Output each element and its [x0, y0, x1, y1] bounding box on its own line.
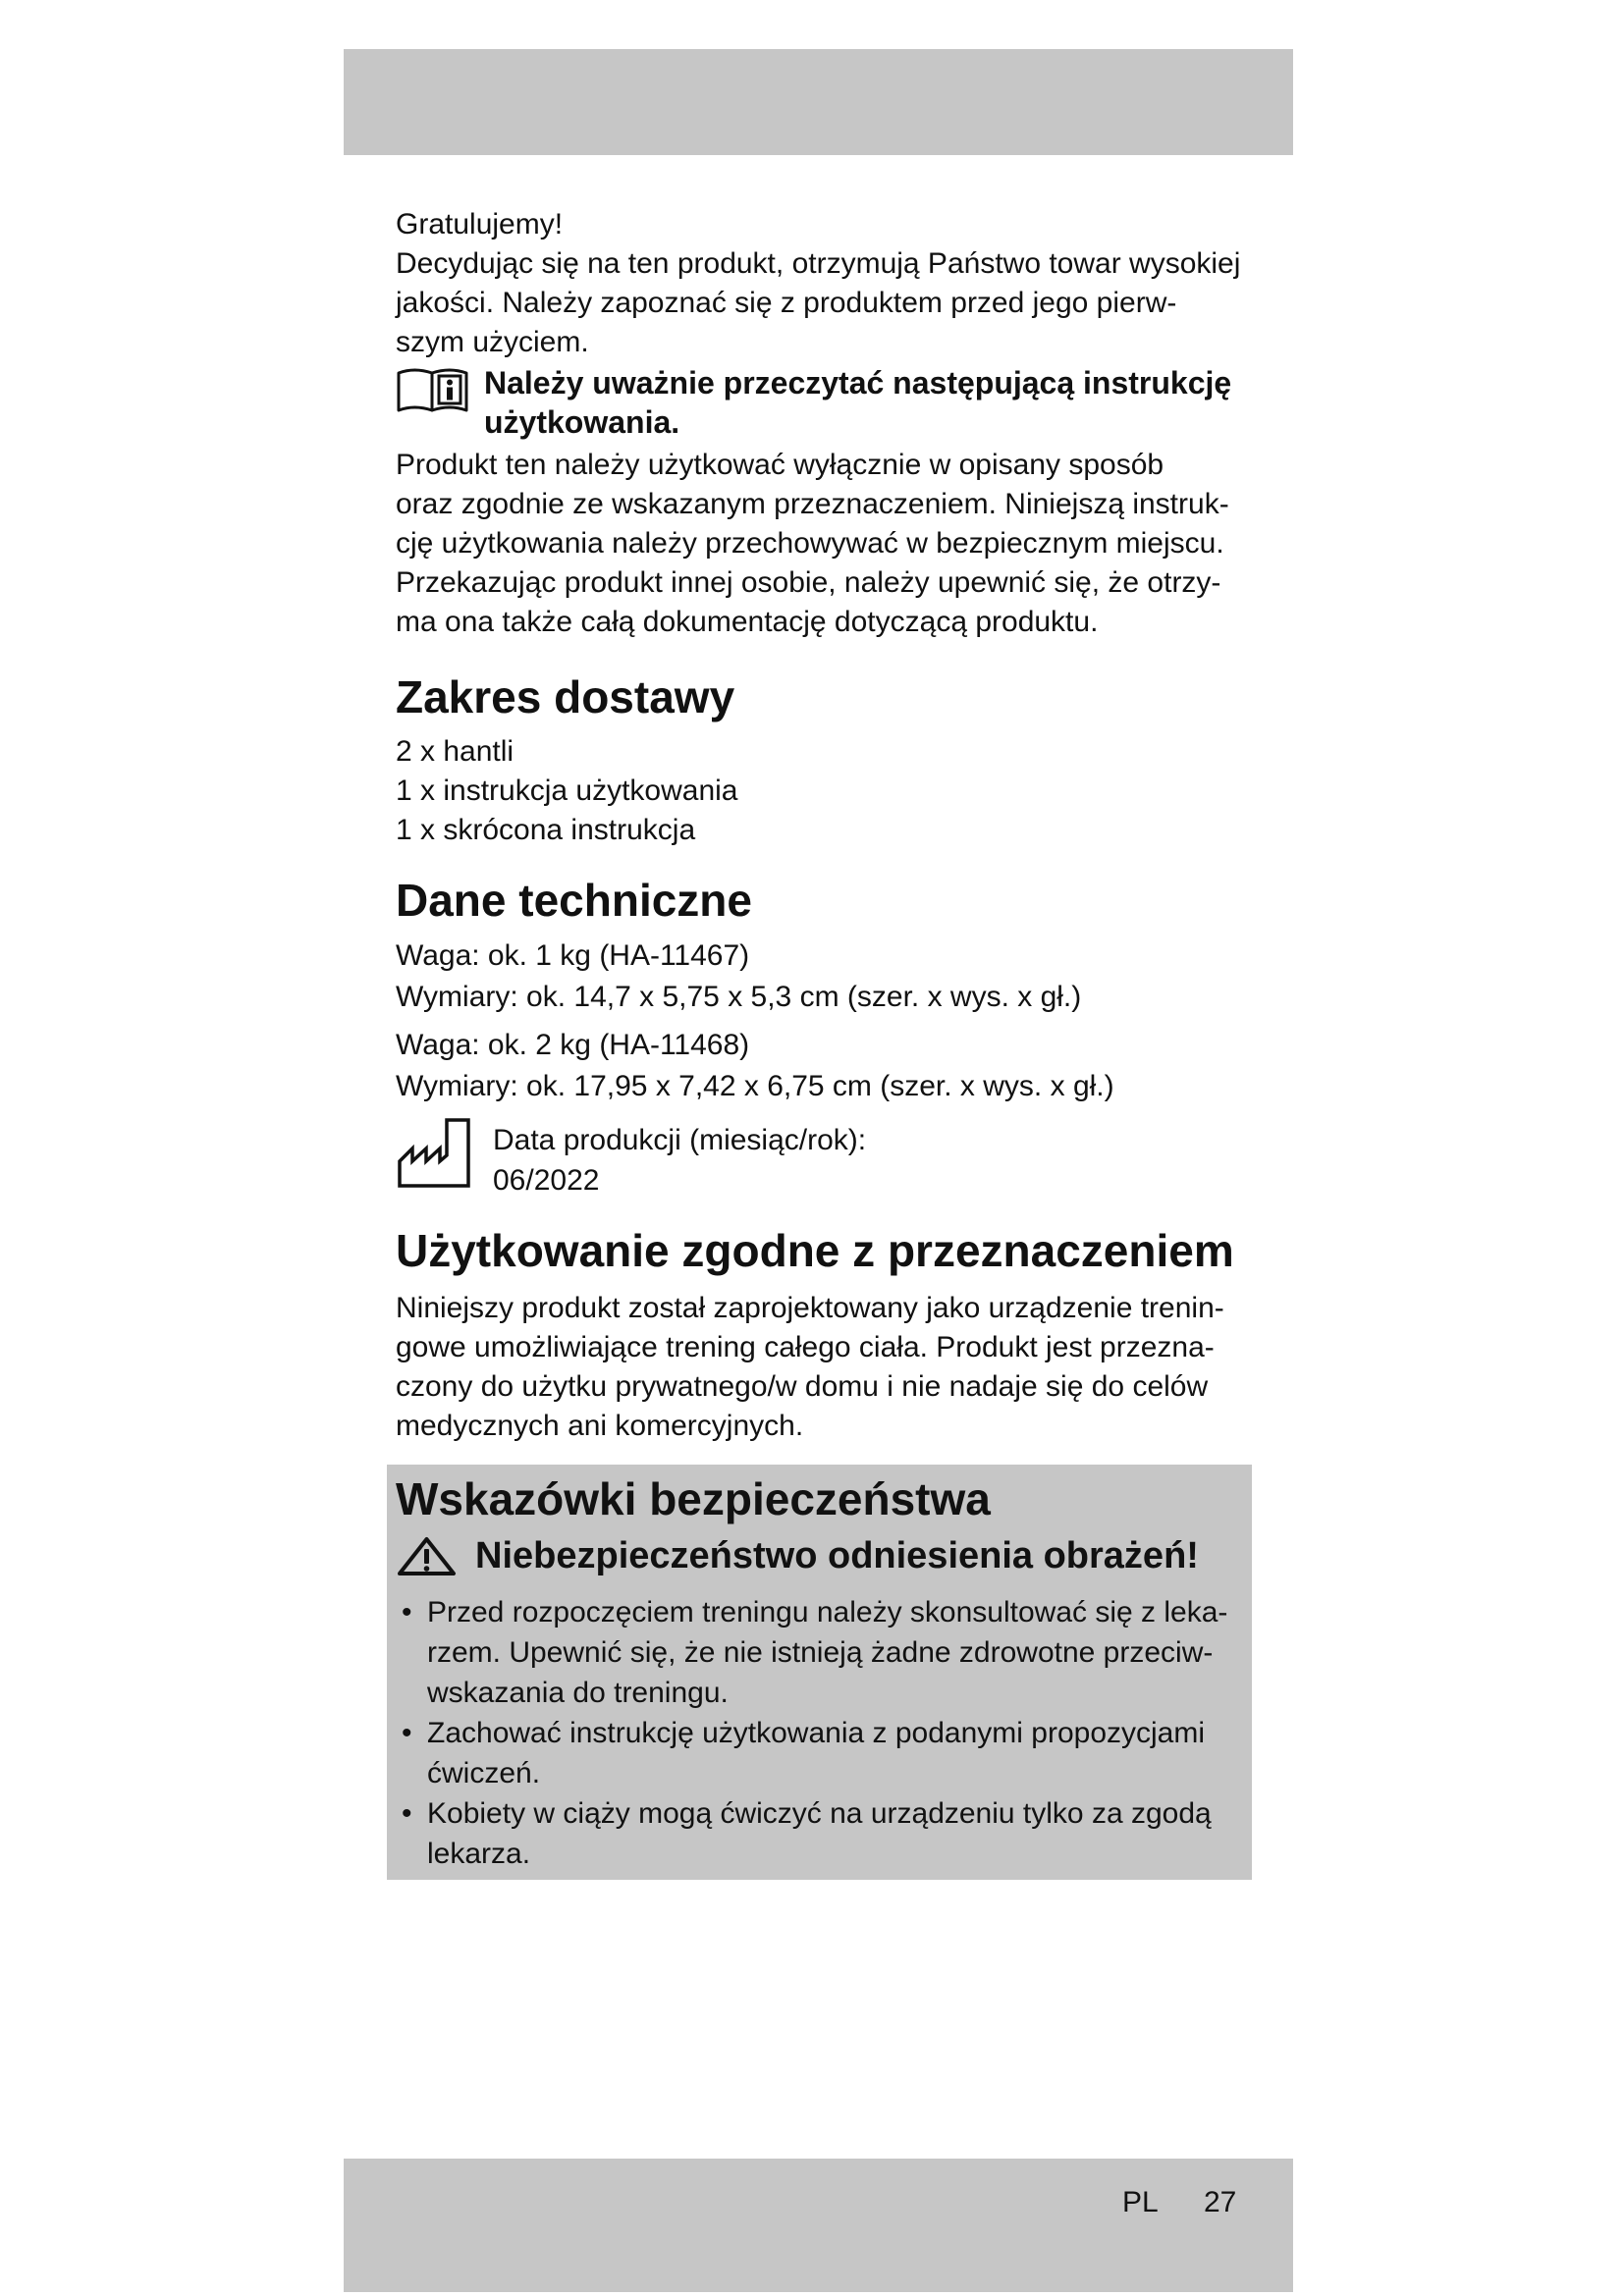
intended-use-line: czony do użytku prywatnego/w domu i nie nadaje się do celów [396, 1370, 1209, 1403]
intro-greeting: Gratulujemy! [396, 208, 564, 240]
intro-line: Decydując się na ten produkt, otrzymują Państwo towar wysokiej [396, 247, 1241, 280]
delivery-item: 1 x instrukcja użytkowania [396, 774, 738, 807]
safety-item-line: • Kobiety w ciąży mogą ćwiczyć na urządzeniu tylko za zgodą [427, 1797, 1212, 1830]
safety-list [402, 1592, 1227, 1874]
safety-item-line: • Przed rozpoczęciem treningu należy skonsultować się z leka- [427, 1596, 1228, 1629]
production-date-value: 06/2022 [493, 1164, 600, 1197]
safety-list-item [402, 1713, 1227, 1793]
intended-use-line: medycznych ani komercyjnych. [396, 1410, 804, 1442]
intended-use-heading: Użytkowanie zgodne z przeznaczeniem [396, 1225, 1234, 1276]
production-date-label: Data produkcji (miesiąc/rok): [493, 1124, 867, 1156]
usage-note-paragraph [396, 446, 1229, 642]
spec-model-1 [396, 935, 1081, 1018]
spec-dimensions: Wymiary: ok. 14,7 x 5,75 x 5,3 cm (szer. x wys. x gł.) [396, 981, 1082, 1013]
spec-model-2 [396, 1025, 1114, 1107]
safety-item-line: lekarza. [427, 1838, 531, 1870]
intro-line: jakości. Należy zapoznać się z produktem przed jego pierw- [396, 287, 1177, 319]
intended-use-paragraph [396, 1289, 1224, 1446]
usage-note-line: oraz zgodnie ze wskazanym przeznaczeniem. Niniejszą instruk- [396, 488, 1229, 520]
injury-warning: Niebezpieczeństwo odniesienia obrażeń! [475, 1535, 1199, 1576]
intended-use-line: Niniejszy produkt został zaprojektowany jako urządzenie trenin- [396, 1292, 1224, 1324]
usage-note-line: cję użytkowania należy przechowywać w bezpiecznym miejscu. [396, 527, 1224, 560]
safety-item-line: wskazania do treningu. [427, 1677, 729, 1709]
safety-box [387, 1465, 1252, 1880]
intro-line: szym użyciem. [396, 326, 589, 358]
spec-dimensions: Wymiary: ok. 17,95 x 7,42 x 6,75 cm (szer. x wys. x gł.) [396, 1070, 1114, 1102]
page-number: 27 [1204, 2186, 1237, 2218]
warning-triangle-icon [396, 1535, 458, 1576]
delivery-item: 2 x hantli [396, 735, 514, 768]
specs-heading: Dane techniczne [396, 875, 752, 926]
safety-list-item [402, 1592, 1227, 1713]
safety-list-item [402, 1793, 1227, 1874]
production-date [493, 1120, 866, 1201]
delivery-list [396, 732, 738, 850]
delivery-item: 1 x skrócona instrukcja [396, 814, 696, 846]
footer-language: PL [1122, 2186, 1159, 2218]
usage-note-line: ma ona także całą dokumentację dotyczącą produktu. [396, 606, 1099, 638]
production-date-icon [396, 1116, 472, 1190]
notice-line: użytkowania. [484, 404, 680, 440]
intended-use-line: gowe umożliwiające trening całego ciała. Produkt jest przezna- [396, 1331, 1215, 1363]
read-instructions-notice [484, 363, 1231, 442]
delivery-heading: Zakres dostawy [396, 671, 735, 722]
spec-weight: Waga: ok. 2 kg (HA-11468) [396, 1029, 750, 1061]
spec-weight: Waga: ok. 1 kg (HA-11467) [396, 939, 750, 972]
notice-line: Należy uważnie przeczytać następującą instrukcję [484, 365, 1232, 400]
footer-band [344, 2159, 1293, 2292]
read-instructions-icon [396, 366, 469, 413]
intro-paragraph [396, 205, 1240, 362]
safety-item-line: • Zachować instrukcję użytkowania z podanymi propozycjami [427, 1717, 1206, 1749]
usage-note-line: Produkt ten należy użytkować wyłącznie w opisany sposób [396, 449, 1164, 481]
safety-item-line: ćwiczeń. [427, 1757, 541, 1789]
header-band [344, 49, 1293, 155]
safety-item-line: rzem. Upewnić się, że nie istnieją żadne zdrowotne przeciw- [427, 1636, 1214, 1669]
usage-note-line: Przekazując produkt innej osobie, należy upewnić się, że otrzy- [396, 566, 1221, 599]
safety-heading: Wskazówki bezpieczeństwa [396, 1473, 991, 1524]
